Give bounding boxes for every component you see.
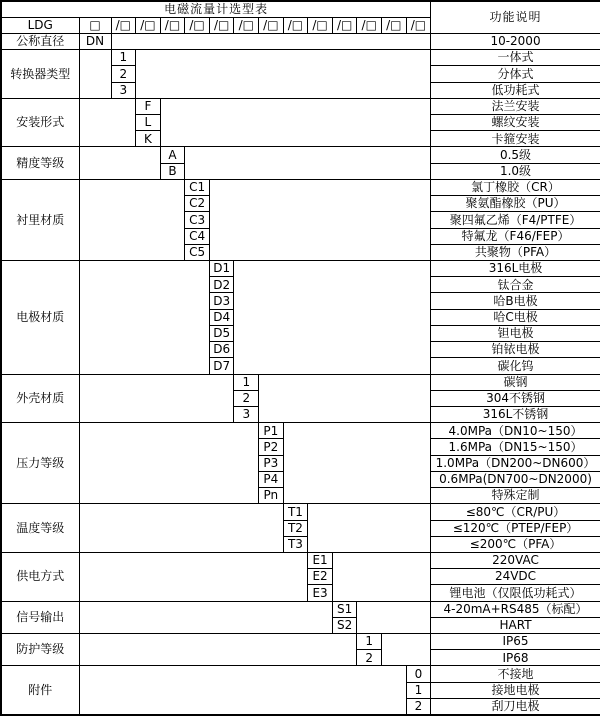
code-cell: T2 <box>283 520 308 536</box>
model-slot-5: /□ <box>209 17 234 33</box>
model-slot-13: /□ <box>406 17 431 33</box>
spacer-cell <box>79 374 234 423</box>
spacer-cell <box>79 423 259 504</box>
desc-cell: 螺纹安装 <box>431 115 600 131</box>
code-cell: D4 <box>209 309 234 325</box>
code-cell: P1 <box>259 423 284 439</box>
code-cell: C4 <box>185 228 210 244</box>
desc-cell: 聚四氟乙烯（F4/PTFE） <box>431 212 600 228</box>
desc-cell: 1.0级 <box>431 163 600 179</box>
code-cell: A <box>160 147 185 163</box>
desc-cell: ≤120℃（PTEP/FEP） <box>431 520 600 536</box>
model-slot-6: /□ <box>234 17 259 33</box>
spacer-cell <box>79 666 406 715</box>
code-cell: 3 <box>234 406 259 422</box>
spacer-cell <box>209 179 430 260</box>
spacer-cell <box>382 634 431 666</box>
category-label-lining: 衬里材质 <box>1 179 79 260</box>
category-label-power-supply: 供电方式 <box>1 552 79 601</box>
desc-cell: 法兰安装 <box>431 98 600 114</box>
desc-cell: 4-20mA+RS485（标配） <box>431 601 600 617</box>
code-cell: D5 <box>209 325 234 341</box>
code-cell: E1 <box>308 552 333 568</box>
spacer-cell <box>79 634 357 666</box>
desc-cell: HART <box>431 617 600 633</box>
category-label-protection: 防护等级 <box>1 634 79 666</box>
desc-cell: 低功耗式 <box>431 82 600 98</box>
model-slot-9: /□ <box>308 17 333 33</box>
spacer-cell <box>160 98 431 147</box>
model-slot-3: /□ <box>160 17 185 33</box>
model-slot-1: /□ <box>111 17 136 33</box>
desc-cell: 1.6MPa（DN15~150） <box>431 439 600 455</box>
code-cell: K <box>136 131 161 147</box>
desc-cell: 哈B电极 <box>431 293 600 309</box>
code-cell: E2 <box>308 569 333 585</box>
code-cell: DN <box>79 33 111 49</box>
desc-cell: 锂电池（仅限低功耗式） <box>431 585 600 601</box>
desc-cell: 0.5级 <box>431 147 600 163</box>
category-label-electrode: 电极材质 <box>1 261 79 375</box>
category-label-converter-type: 转换器类型 <box>1 50 79 99</box>
code-cell: C1 <box>185 179 210 195</box>
code-cell: C3 <box>185 212 210 228</box>
model-slot-11: /□ <box>357 17 382 33</box>
desc-cell: 不接地 <box>431 666 600 682</box>
category-label-installation: 安装形式 <box>1 98 79 147</box>
desc-cell: 316L电极 <box>431 261 600 277</box>
model-slot-10: /□ <box>332 17 357 33</box>
desc-cell: 一体式 <box>431 50 600 66</box>
spacer-cell <box>185 147 431 179</box>
desc-cell: 0.6MPa(DN700~DN2000) <box>431 471 600 487</box>
table-title: 电磁流量计选型表 <box>1 1 431 17</box>
desc-cell: 钽电极 <box>431 325 600 341</box>
code-cell: B <box>160 163 185 179</box>
desc-cell: 特殊定制 <box>431 488 600 504</box>
desc-cell: ≤200℃（PFA） <box>431 536 600 552</box>
spacer-cell <box>79 552 308 601</box>
code-cell: 1 <box>234 374 259 390</box>
code-cell: 1 <box>406 682 431 698</box>
desc-cell: 304不锈钢 <box>431 390 600 406</box>
category-label-diameter: 公称直径 <box>1 33 79 49</box>
code-cell: 1 <box>111 50 136 66</box>
desc-cell: 聚氨酯橡胶（PU） <box>431 196 600 212</box>
code-cell: Pn <box>259 488 284 504</box>
code-cell: D3 <box>209 293 234 309</box>
code-cell: D7 <box>209 358 234 374</box>
spacer-cell <box>283 423 431 504</box>
code-cell: D2 <box>209 277 234 293</box>
spacer-cell <box>79 504 283 553</box>
desc-cell: 哈C电极 <box>431 309 600 325</box>
code-cell: C5 <box>185 244 210 260</box>
category-label-accuracy: 精度等级 <box>1 147 79 179</box>
category-label-signal-output: 信号输出 <box>1 601 79 633</box>
code-cell: 2 <box>357 650 382 666</box>
code-cell: 2 <box>111 66 136 82</box>
desc-cell: 分体式 <box>431 66 600 82</box>
code-cell: D6 <box>209 342 234 358</box>
spacer-cell <box>79 179 185 260</box>
desc-cell: 碳钢 <box>431 374 600 390</box>
code-cell: E3 <box>308 585 333 601</box>
model-slot-4: /□ <box>185 17 210 33</box>
desc-cell: IP68 <box>431 650 600 666</box>
category-label-pressure: 压力等级 <box>1 423 79 504</box>
spacer-cell <box>79 147 160 179</box>
desc-cell: 卡箍安装 <box>431 131 600 147</box>
function-column-header: 功能说明 <box>431 1 600 33</box>
model-digit-box: □ <box>79 17 111 33</box>
code-cell: C2 <box>185 196 210 212</box>
desc-cell: IP65 <box>431 634 600 650</box>
code-cell: S2 <box>332 617 357 633</box>
code-cell: P2 <box>259 439 284 455</box>
desc-cell: 共聚物（PFA） <box>431 244 600 260</box>
code-cell: 3 <box>111 82 136 98</box>
spacer-cell <box>111 33 431 49</box>
spacer-cell <box>79 50 111 99</box>
spacer-cell <box>259 374 431 423</box>
spacer-cell <box>332 552 430 601</box>
desc-cell: 接地电极 <box>431 682 600 698</box>
category-label-temperature: 温度等级 <box>1 504 79 553</box>
desc-cell: 316L不锈钢 <box>431 406 600 422</box>
category-label-accessories: 附件 <box>1 666 79 715</box>
spacer-cell <box>79 261 209 375</box>
spacer-cell <box>234 261 431 375</box>
code-cell: T1 <box>283 504 308 520</box>
spacer-cell <box>308 504 431 553</box>
code-cell: D1 <box>209 261 234 277</box>
desc-cell: 氯丁橡胶（CR） <box>431 179 600 195</box>
code-cell: T3 <box>283 536 308 552</box>
desc-cell: ≤80℃（CR/PU） <box>431 504 600 520</box>
desc-cell: 220VAC <box>431 552 600 568</box>
code-cell: 2 <box>234 390 259 406</box>
model-prefix: LDG <box>1 17 79 33</box>
code-cell: P3 <box>259 455 284 471</box>
desc-cell: 刮刀电极 <box>431 698 600 715</box>
model-slot-2: /□ <box>136 17 161 33</box>
spacer-cell <box>136 50 431 99</box>
model-slot-12: /□ <box>382 17 407 33</box>
spacer-cell <box>357 601 431 633</box>
model-slot-8: /□ <box>283 17 308 33</box>
desc-cell: 10-2000 <box>431 33 600 49</box>
code-cell: L <box>136 115 161 131</box>
code-cell: 1 <box>357 634 382 650</box>
model-slot-7: /□ <box>259 17 284 33</box>
desc-cell: 钛合金 <box>431 277 600 293</box>
spacer-cell <box>79 98 136 147</box>
desc-cell: 24VDC <box>431 569 600 585</box>
desc-cell: 特氟龙（F46/FEP） <box>431 228 600 244</box>
code-cell: P4 <box>259 471 284 487</box>
desc-cell: 1.0MPa（DN200~DN600） <box>431 455 600 471</box>
code-cell: 0 <box>406 666 431 682</box>
code-cell: 2 <box>406 698 431 715</box>
category-label-housing: 外壳材质 <box>1 374 79 423</box>
spacer-cell <box>79 601 332 633</box>
code-cell: S1 <box>332 601 357 617</box>
desc-cell: 铂铱电极 <box>431 342 600 358</box>
code-cell: F <box>136 98 161 114</box>
desc-cell: 碳化钨 <box>431 358 600 374</box>
desc-cell: 4.0MPa（DN10~150） <box>431 423 600 439</box>
